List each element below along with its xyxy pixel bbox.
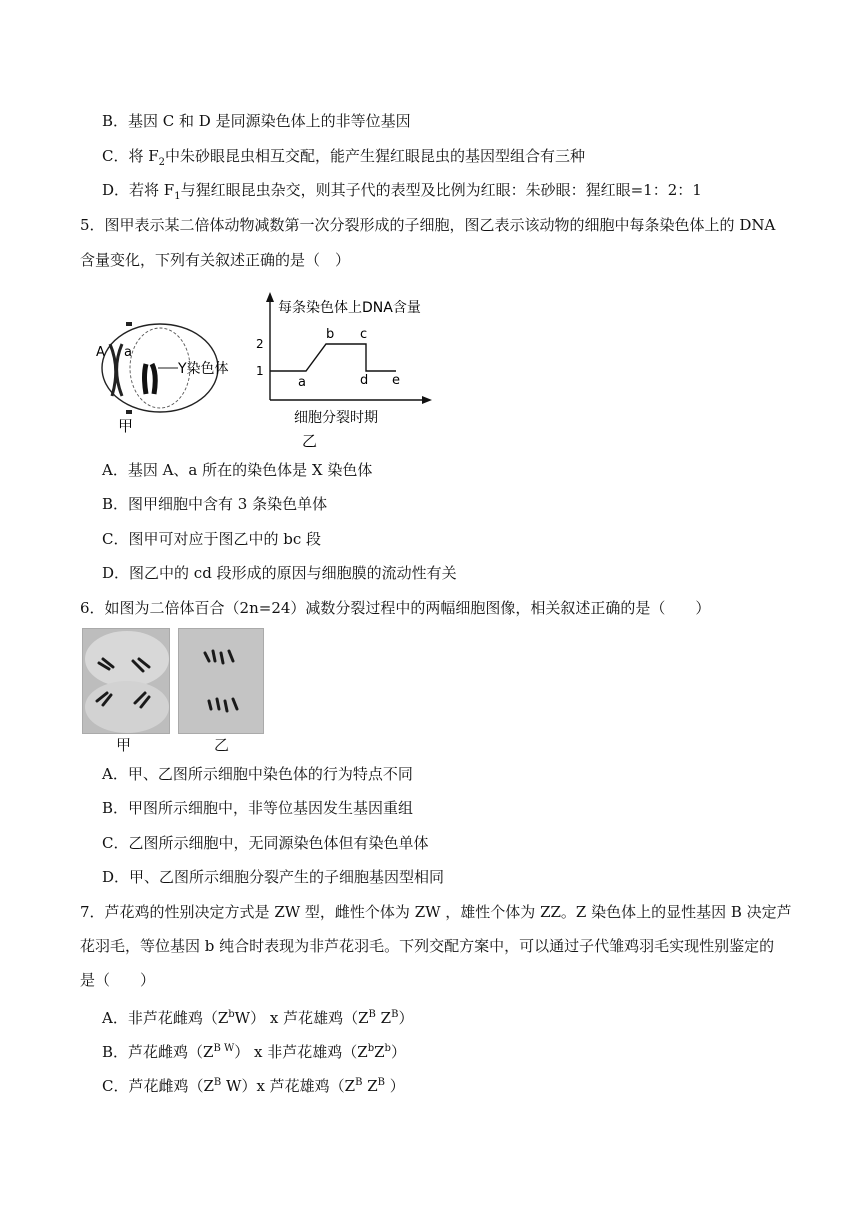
y-axis-arrow [266, 292, 274, 302]
q4-option-d: D．若将 $F_1$与猩红眼昆虫杂交，则其子代的表型及比例为红眼：朱砂眼：猩红眼=1：2：1 [102, 181, 702, 202]
point-d-label: d [360, 373, 369, 388]
y-chromatid-2 [152, 364, 155, 394]
point-e-label: e [392, 373, 400, 388]
y-tick-2: 2 [256, 337, 264, 351]
q7-option-a: A．非芦花雌鸡$(Z^bW)$ x 芦花雄鸡（$Z^B$ $Z^B$） [102, 1009, 414, 1027]
q6-option-d: D．甲、乙图所示细胞分裂产生的子细胞基因型相同 [102, 868, 445, 886]
x-axis-arrow [422, 396, 432, 404]
micrograph-jia-caption: 甲 [116, 736, 132, 754]
dna-content-line [270, 344, 396, 371]
micrograph-yi [178, 628, 264, 734]
q6-option-a: A．甲、乙图所示细胞中染色体的行为特点不同 [102, 765, 413, 783]
q6-stem: 6．如图为二倍体百合（2n=24）减数分裂过程中的两幅细胞图像，相关叙述正确的是（ ） [80, 599, 711, 617]
q7-stem-line3: 是（ ） [80, 971, 156, 989]
q7-option-b: B．芦花雌鸡$(Z^{B W})$ x 非芦花雄鸡$(Z^bZ^b)$ [102, 1043, 406, 1061]
q5-option-c: C．图甲可对应于图乙中的 bc 段 [102, 530, 322, 548]
y-axis-label: 每条染色体上DNA含量 [278, 300, 421, 316]
centriole-top [126, 322, 132, 326]
micrograph-jia-drawing [83, 629, 169, 733]
q5-option-b: B．图甲细胞中含有 3 条染色单体 [102, 495, 328, 513]
figure-yi-caption: 乙 [302, 432, 318, 450]
figure-yi-dna-graph [250, 290, 440, 455]
q5-stem-line2: 含量变化，下列有关叙述正确的是（ ） [80, 251, 351, 269]
q5-stem-line1: 5．图甲表示某二倍体动物减数第一次分裂形成的子细胞，图乙表示该动物的细胞中每条染色体上的 DNA [80, 216, 776, 234]
micrograph-yi-caption: 乙 [214, 736, 230, 754]
gene-a-label: A [96, 345, 105, 360]
figure-jia-caption: 甲 [118, 417, 134, 435]
y-chromosome-label: Y染色体 [178, 361, 229, 377]
centriole-bottom [126, 410, 132, 414]
figure-jia-cell-diagram [88, 318, 258, 438]
chromatid-1 [110, 344, 116, 396]
x-axis-label: 细胞分裂时期 [294, 410, 378, 426]
q6-option-c: C．乙图所示细胞中，无同源染色体但有染色单体 [102, 834, 429, 852]
y-chromatid-1 [145, 364, 147, 394]
point-a-label: a [298, 375, 306, 390]
micrograph-yi-drawing [179, 629, 263, 733]
point-b-label: b [326, 327, 335, 342]
q7-stem-line2: 花羽毛，等位基因 b 纯合时表现为非芦花羽毛。下列交配方案中，可以通过子代雏鸡羽毛实现性别鉴定的 [80, 937, 775, 955]
micrograph-jia [82, 628, 170, 734]
y-tick-1: 1 [256, 364, 264, 378]
chromatid-2 [117, 344, 122, 396]
q5-option-d: D．图乙中的 cd 段形成的原因与细胞膜的流动性有关 [102, 564, 457, 582]
gene-lower-a-label: a [124, 345, 132, 360]
q4-option-b: B．基因 C 和 D 是同源染色体上的非等位基因 [102, 112, 411, 130]
q5-option-a: A．基因 A、a 所在的染色体是 X 染色体 [102, 461, 373, 479]
q4-option-c: C．将 $F_2$中朱砂眼昆虫相互交配，能产生猩红眼昆虫的基因型组合有三种 [102, 147, 586, 168]
q6-option-b: B．甲图所示细胞中，非等位基因发生基因重组 [102, 799, 414, 817]
q7-option-c: C．芦花雌鸡（$Z^B$ W）x 芦花雄鸡（$Z^B$ $Z^B$ ） [102, 1077, 405, 1095]
q7-stem-line1: 7．芦花鸡的性别决定方式是 ZW 型，雌性个体为 ZW ，雄性个体为 ZZ。Z 染色体上的显性基因 B 决定芦 [80, 903, 792, 921]
point-c-label: c [360, 327, 368, 342]
